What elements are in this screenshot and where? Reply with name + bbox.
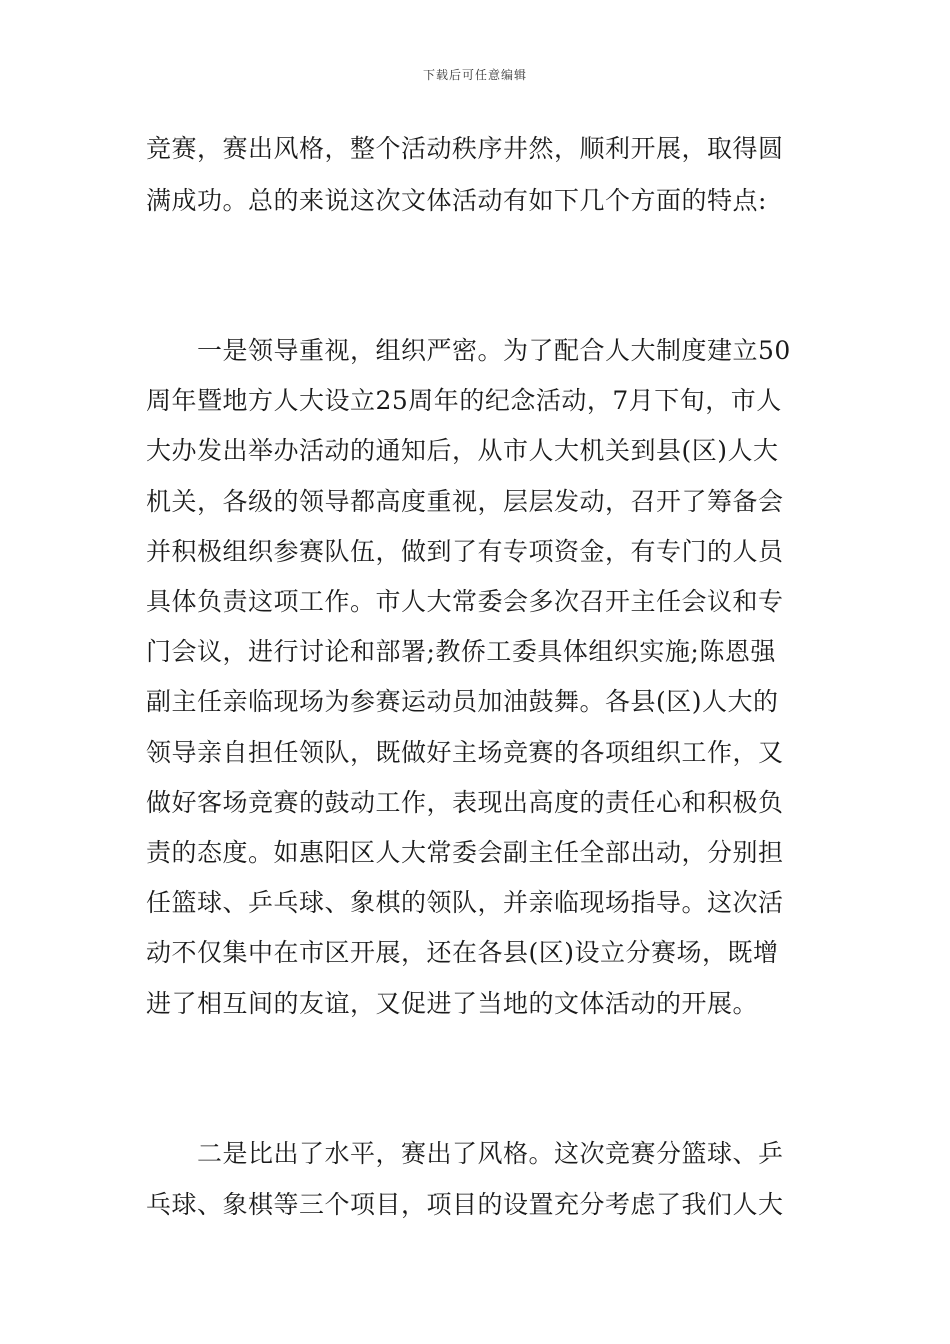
text-line: 具体负责这项工作。市人大常委会多次召开主任会议和专 bbox=[146, 587, 784, 616]
text-line: 责的态度。如惠阳区人大常委会副主任全部出动，分别担 bbox=[146, 838, 784, 867]
text-line: 二是比出了水平，赛出了风格。这次竞赛分篮球、乒 bbox=[146, 1139, 784, 1168]
text-line: 做好客场竞赛的鼓动工作，表现出高度的责任心和积极负 bbox=[146, 788, 784, 817]
text-line: 满成功。总的来说这次文体活动有如下几个方面的特点: bbox=[146, 186, 767, 215]
text-line: 竞赛，赛出风格，整个活动秩序井然，顺利开展，取得圆 bbox=[146, 134, 784, 163]
text-line: 进了相互间的友谊，又促进了当地的文体活动的开展。 bbox=[146, 989, 759, 1018]
text-line: 副主任亲临现场为参赛运动员加油鼓舞。各县(区)人大的 bbox=[146, 687, 779, 716]
page-header: 下载后可任意编辑 bbox=[422, 68, 527, 82]
text-line: 领导亲自担任领队，既做好主场竞赛的各项组织工作，又 bbox=[146, 738, 784, 767]
text-line: 大办发出举办活动的通知后，从市人大机关到县(区)人大 bbox=[146, 436, 779, 465]
text-line: 任篮球、乒乓球、象棋的领队，并亲临现场指导。这次活 bbox=[146, 888, 784, 917]
text-line: 门会议，进行讨论和部署;教侨工委具体组织实施;陈恩强 bbox=[146, 637, 776, 666]
text-line: 一是领导重视，组织严密。为了配合人大制度建立50 bbox=[146, 336, 791, 365]
text-line: 动不仅集中在市区开展，还在各县(区)设立分赛场，既增 bbox=[146, 938, 779, 967]
text-line: 并积极组织参赛队伍，做到了有专项资金，有专门的人员 bbox=[146, 537, 784, 566]
text-line: 乓球、象棋等三个项目，项目的设置充分考虑了我们人大 bbox=[146, 1190, 784, 1219]
text-line: 机关，各级的领导都高度重视，层层发动，召开了筹备会 bbox=[146, 487, 784, 516]
text-line: 周年暨地方人大设立25周年的纪念活动，7月下旬，市人 bbox=[146, 386, 782, 415]
